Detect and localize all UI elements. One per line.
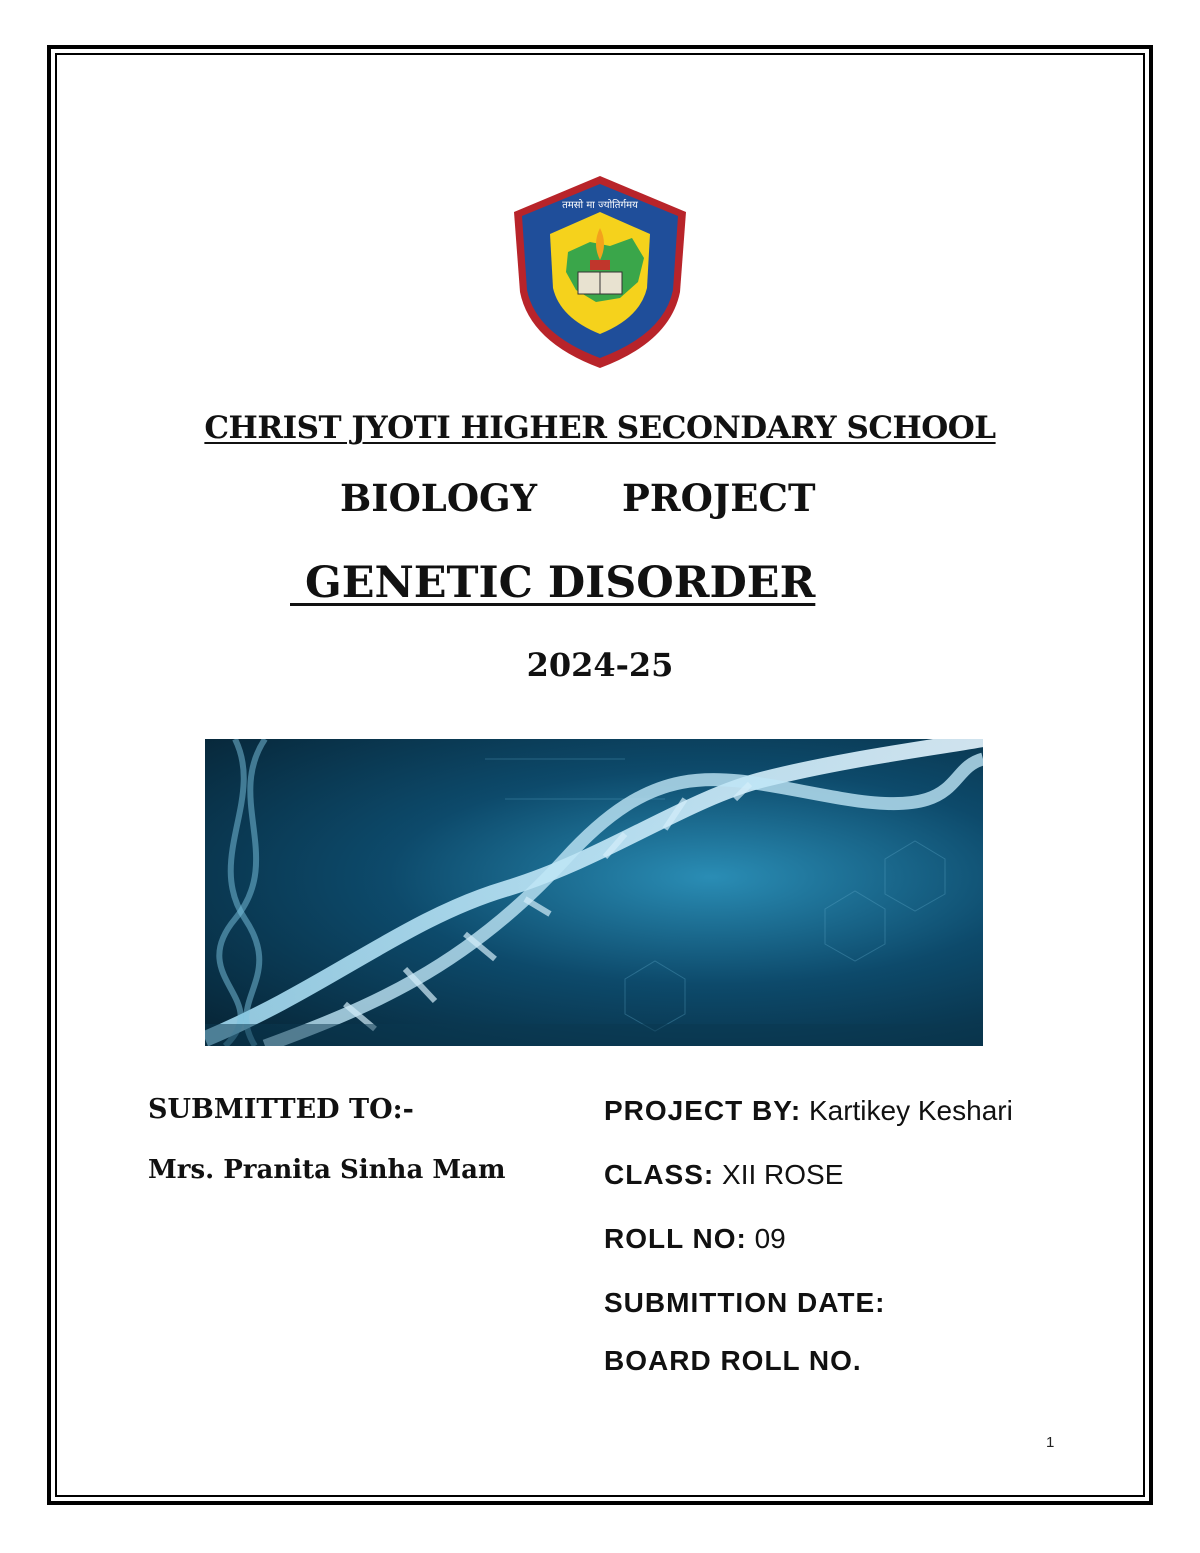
detail-class	[604, 1159, 1013, 1223]
dna-banner-image	[205, 739, 983, 1046]
page-number: 1	[1046, 1434, 1055, 1451]
project-details-block	[604, 1095, 1013, 1409]
subject-biology: BIOLOGY	[340, 476, 538, 520]
detail-label: ROLL NO:	[604, 1223, 747, 1254]
submitted-to-block	[148, 1094, 506, 1185]
subject-project: PROJECT	[622, 476, 816, 520]
dna-helix-icon	[205, 739, 983, 1046]
detail-label: PROJECT BY:	[604, 1095, 802, 1126]
detail-value: Kartikey Keshari	[808, 1095, 1013, 1126]
subject-line	[340, 476, 860, 520]
school-name-heading	[0, 410, 1200, 446]
detail-value: 09	[754, 1223, 786, 1254]
school-name-text: CHRIST JYOTI HIGHER SECONDARY SCHOOL	[204, 410, 996, 446]
crest-motto: तमसो मा ज्योतिर्गमय	[562, 200, 638, 211]
detail-roll-no	[604, 1223, 1013, 1287]
detail-project-by	[604, 1095, 1013, 1159]
detail-value: XII ROSE	[722, 1159, 844, 1190]
detail-label: SUBMITTION DATE:	[604, 1287, 886, 1318]
detail-board-roll-no	[604, 1345, 1013, 1409]
detail-submission-date	[604, 1287, 1013, 1345]
teacher-name: Mrs. Pranita Sinha Mam	[148, 1155, 506, 1185]
school-crest-logo	[510, 172, 690, 372]
academic-year: 2024-25	[526, 646, 674, 684]
submitted-to-label: SUBMITTED TO:-	[148, 1094, 414, 1125]
project-title: GENETIC DISORDER	[290, 558, 816, 608]
detail-label: BOARD ROLL NO.	[604, 1345, 862, 1376]
detail-label: CLASS:	[604, 1159, 715, 1190]
